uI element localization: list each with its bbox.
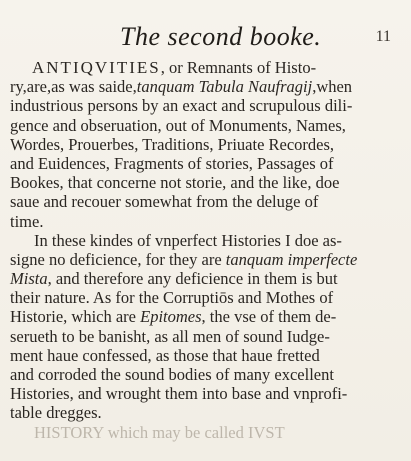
text-run: ment haue confessed, as those that haue fretted <box>10 345 320 365</box>
text-run: In these kindes of vnperfect Histories I doe as- <box>34 230 342 250</box>
text-run: Wordes, Prouerbes, Traditions, Priuate Recordes, <box>10 134 335 154</box>
text-run: tanquam imperfecte <box>225 249 358 269</box>
text-line <box>10 96 402 115</box>
text-run: HISTORY which may be called IVST <box>34 422 285 442</box>
text-run: ANTIQVITIES <box>32 58 161 77</box>
text-run: and corroded the sound bodies of many excellent <box>10 365 334 384</box>
running-head <box>0 22 411 52</box>
text-run: tanquam Tabula Naufragij <box>136 77 313 97</box>
text-run: industrious persons by an exact and scrupulous dili- <box>10 96 353 116</box>
text-run: table dregges. <box>10 403 102 423</box>
text-line <box>10 307 402 326</box>
text-run: their nature. As for the Corruptiōs and Mothes of <box>10 288 334 308</box>
text-line <box>10 269 402 288</box>
text-line <box>10 58 402 77</box>
text-line <box>10 77 402 96</box>
text-run: Bookes, that concerne not storie, and the like, doe <box>10 173 340 193</box>
text-line <box>10 173 402 192</box>
body-text <box>10 58 402 442</box>
text-line <box>10 327 402 346</box>
text-line <box>10 365 402 384</box>
text-line <box>10 192 402 211</box>
text-run: time. <box>10 211 44 231</box>
text-line <box>10 250 402 269</box>
text-run: , and therefore any deficience in them is but <box>47 269 338 289</box>
text-run: Historie, which are <box>10 307 141 327</box>
text-line <box>10 212 402 231</box>
running-head-title: The second booke. <box>120 22 322 51</box>
text-line <box>10 403 402 422</box>
text-run: signe no deficience, for they are <box>10 249 226 269</box>
text-run: saue and recouer somewhat from the deluge of <box>10 192 319 212</box>
text-line <box>10 154 402 173</box>
text-line <box>10 135 402 154</box>
text-run: gence and obseruation, out of Monuments, Names, <box>10 115 346 135</box>
text-run: ,when <box>312 77 353 97</box>
text-run: , or Remnants of Histo- <box>160 58 317 77</box>
text-run: and Euidences, Fragments of stories, Passages of <box>10 153 334 173</box>
page-number: 11 <box>375 28 391 45</box>
text-line <box>10 116 402 135</box>
text-run: ry,are,as was saide, <box>10 77 137 97</box>
text-run: serueth to be banisht, as all men of sound Iudge- <box>10 326 330 346</box>
text-line <box>10 384 402 403</box>
text-line <box>10 423 402 442</box>
text-line <box>10 288 402 307</box>
text-run: Mista <box>10 269 48 289</box>
text-run: Epitomes <box>140 307 202 327</box>
text-run: , the vse of them de- <box>201 307 337 327</box>
text-run: Histories, and wrought them into base and vnprofi- <box>10 384 348 404</box>
text-line <box>10 231 402 250</box>
text-line <box>10 346 402 365</box>
